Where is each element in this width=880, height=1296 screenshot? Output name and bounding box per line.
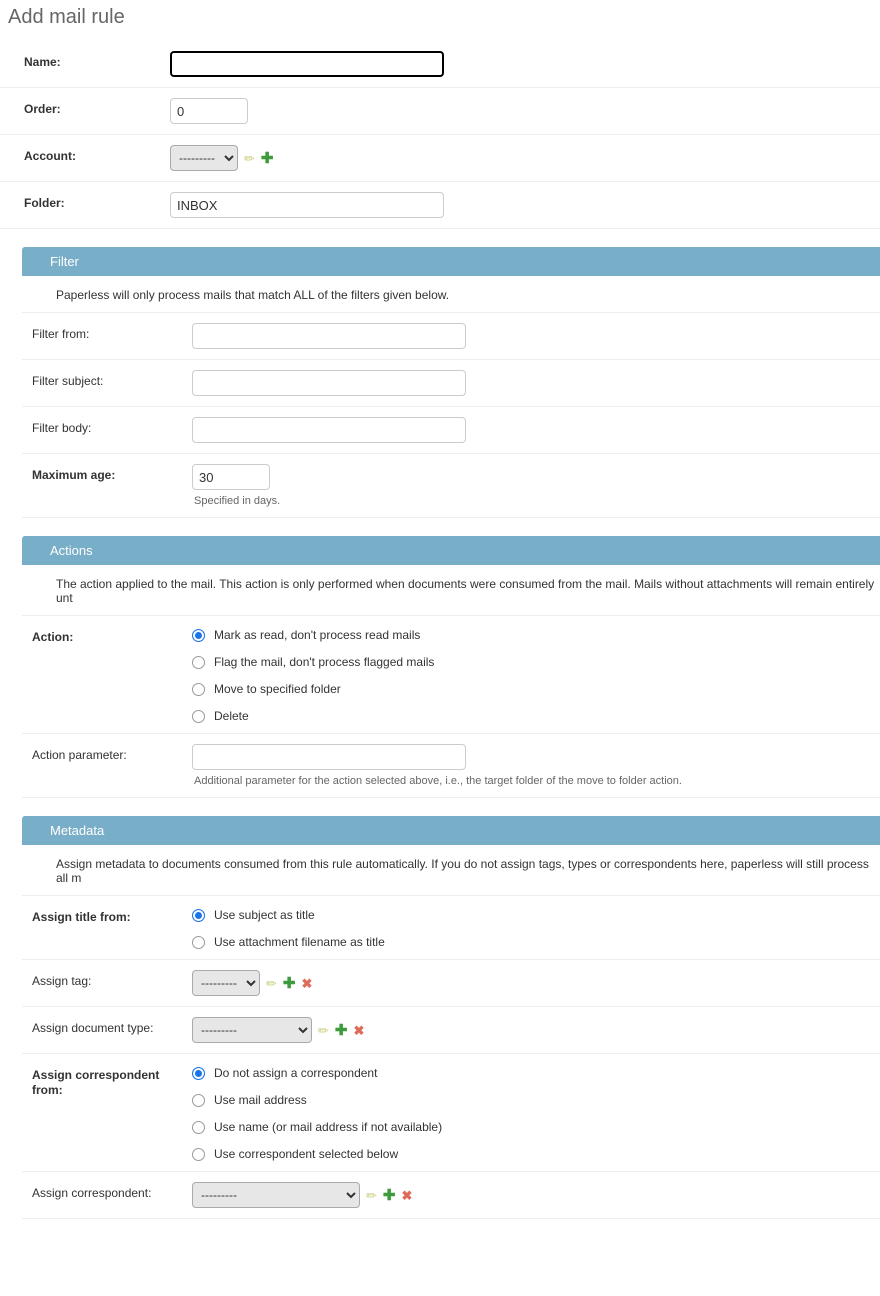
account-label: Account:: [24, 149, 76, 163]
delete-cross-icon[interactable]: ✖: [301, 975, 313, 991]
edit-pencil-icon[interactable]: ✏: [244, 150, 255, 166]
action-label: Action:: [32, 630, 74, 644]
name-label: Name:: [24, 55, 61, 69]
action-parameter-help: Additional parameter for the action selected above, i.e., the target folder of the move to folder action.: [194, 775, 682, 787]
form-row-filter-subject: [22, 360, 880, 407]
correspondent-option-label: Use name (or mail address if not available): [214, 1120, 443, 1134]
assign-title-from-radio-group[interactable]: [192, 906, 880, 949]
edit-pencil-icon[interactable]: ✏: [266, 975, 277, 991]
correspondent-option-label: Use mail address: [214, 1093, 307, 1107]
action-option-label: Mark as read, don't process read mails: [214, 628, 421, 642]
filter-section-header: Filter: [22, 247, 880, 276]
account-select[interactable]: [170, 145, 238, 171]
assign-title-option-filename[interactable]: [192, 935, 880, 949]
radio-icon[interactable]: [192, 936, 205, 949]
assign-correspondent-from-label: Assign correspondent from:: [32, 1068, 160, 1097]
delete-cross-icon[interactable]: ✖: [401, 1187, 413, 1203]
form-row-action-parameter: [22, 734, 880, 798]
form-row-name: [0, 41, 880, 88]
form-row-filter-body: [22, 407, 880, 454]
form-row-action: [22, 616, 880, 734]
radio-icon[interactable]: [192, 1094, 205, 1107]
delete-cross-icon[interactable]: ✖: [353, 1022, 365, 1038]
actions-section-body: [22, 565, 880, 798]
form-row-folder: [0, 182, 880, 229]
action-option-delete[interactable]: [192, 709, 880, 723]
assign-tag-select[interactable]: [192, 970, 260, 996]
action-radio-group[interactable]: [192, 626, 880, 723]
radio-icon[interactable]: [192, 1067, 205, 1080]
radio-icon[interactable]: [192, 683, 205, 696]
assign-correspondent-from-radio-group[interactable]: [192, 1064, 880, 1161]
filter-from-label: Filter from:: [32, 327, 90, 341]
form-row-assign-document-type: [22, 1007, 880, 1054]
correspondent-option-mail-address[interactable]: [192, 1093, 880, 1107]
filter-body-label: Filter body:: [32, 421, 92, 435]
radio-icon[interactable]: [192, 1148, 205, 1161]
action-option-label: Move to specified folder: [214, 682, 341, 696]
edit-pencil-icon[interactable]: ✏: [366, 1187, 377, 1203]
radio-icon[interactable]: [192, 629, 205, 642]
order-input[interactable]: [170, 98, 248, 124]
radio-icon[interactable]: [192, 1121, 205, 1134]
filter-subject-input[interactable]: [192, 370, 466, 396]
form-row-assign-correspondent-from: [22, 1054, 880, 1172]
action-option-move[interactable]: [192, 682, 880, 696]
edit-pencil-icon[interactable]: ✏: [318, 1022, 329, 1038]
form-row-assign-title-from: [22, 896, 880, 960]
action-option-flag[interactable]: [192, 655, 880, 669]
metadata-section-body: [22, 845, 880, 1219]
action-option-label: Delete: [214, 709, 249, 723]
filter-from-input[interactable]: [192, 323, 466, 349]
maximum-age-label: Maximum age:: [32, 468, 116, 482]
radio-icon[interactable]: [192, 710, 205, 723]
folder-label: Folder:: [24, 196, 65, 210]
correspondent-option-selected-below[interactable]: [192, 1147, 880, 1161]
filter-section-body: [22, 276, 880, 518]
assign-document-type-select[interactable]: [192, 1017, 312, 1043]
assign-title-option-subject[interactable]: [192, 908, 880, 922]
metadata-description: Assign metadata to documents consumed from this rule automatically. If you do not assign tags, types or correspondents here, paperless will still process all m: [22, 845, 880, 896]
assign-correspondent-label: Assign correspondent:: [32, 1186, 152, 1200]
page-title: Add mail rule: [8, 6, 125, 28]
action-parameter-input[interactable]: [192, 744, 466, 770]
add-plus-icon[interactable]: ✚: [334, 1021, 348, 1039]
form-row-maximum-age: [22, 454, 880, 518]
folder-input[interactable]: [170, 192, 444, 218]
correspondent-option-name[interactable]: [192, 1120, 880, 1134]
action-option-label: Flag the mail, don't process flagged mails: [214, 655, 435, 669]
form-row-assign-correspondent: [22, 1172, 880, 1219]
maximum-age-input[interactable]: [192, 464, 270, 490]
assign-tag-label: Assign tag:: [32, 974, 92, 988]
correspondent-option-none[interactable]: [192, 1066, 880, 1080]
radio-icon[interactable]: [192, 909, 205, 922]
form-row-order: [0, 88, 880, 135]
assign-title-option-label: Use subject as title: [214, 908, 315, 922]
maximum-age-help: Specified in days.: [194, 495, 281, 507]
filter-description: Paperless will only process mails that match ALL of the filters given below.: [22, 276, 880, 313]
assign-title-option-label: Use attachment filename as title: [214, 935, 385, 949]
form-row-filter-from: [22, 313, 880, 360]
add-plus-icon[interactable]: ✚: [282, 974, 296, 992]
filter-subject-label: Filter subject:: [32, 374, 104, 388]
order-label: Order:: [24, 102, 61, 116]
form-row-account: [0, 135, 880, 182]
name-input[interactable]: [170, 51, 444, 77]
filter-body-input[interactable]: [192, 417, 466, 443]
actions-description: The action applied to the mail. This action is only performed when documents were consumed from the mail. Mails without attachments will remain entirely unt: [22, 565, 880, 616]
add-plus-icon[interactable]: ✚: [382, 1186, 396, 1204]
metadata-section-header: Metadata: [22, 816, 880, 845]
action-option-mark-read[interactable]: [192, 628, 880, 642]
correspondent-option-label: Do not assign a correspondent: [214, 1066, 378, 1080]
assign-correspondent-select[interactable]: [192, 1182, 360, 1208]
radio-icon[interactable]: [192, 656, 205, 669]
form-row-assign-tag: [22, 960, 880, 1007]
add-plus-icon[interactable]: ✚: [260, 149, 274, 167]
assign-document-type-label: Assign document type:: [32, 1021, 154, 1035]
assign-title-from-label: Assign title from:: [32, 910, 131, 924]
basic-fields-group: [0, 41, 880, 229]
correspondent-option-label: Use correspondent selected below: [214, 1147, 399, 1161]
actions-section-header: Actions: [22, 536, 880, 565]
action-parameter-label: Action parameter:: [32, 748, 127, 762]
